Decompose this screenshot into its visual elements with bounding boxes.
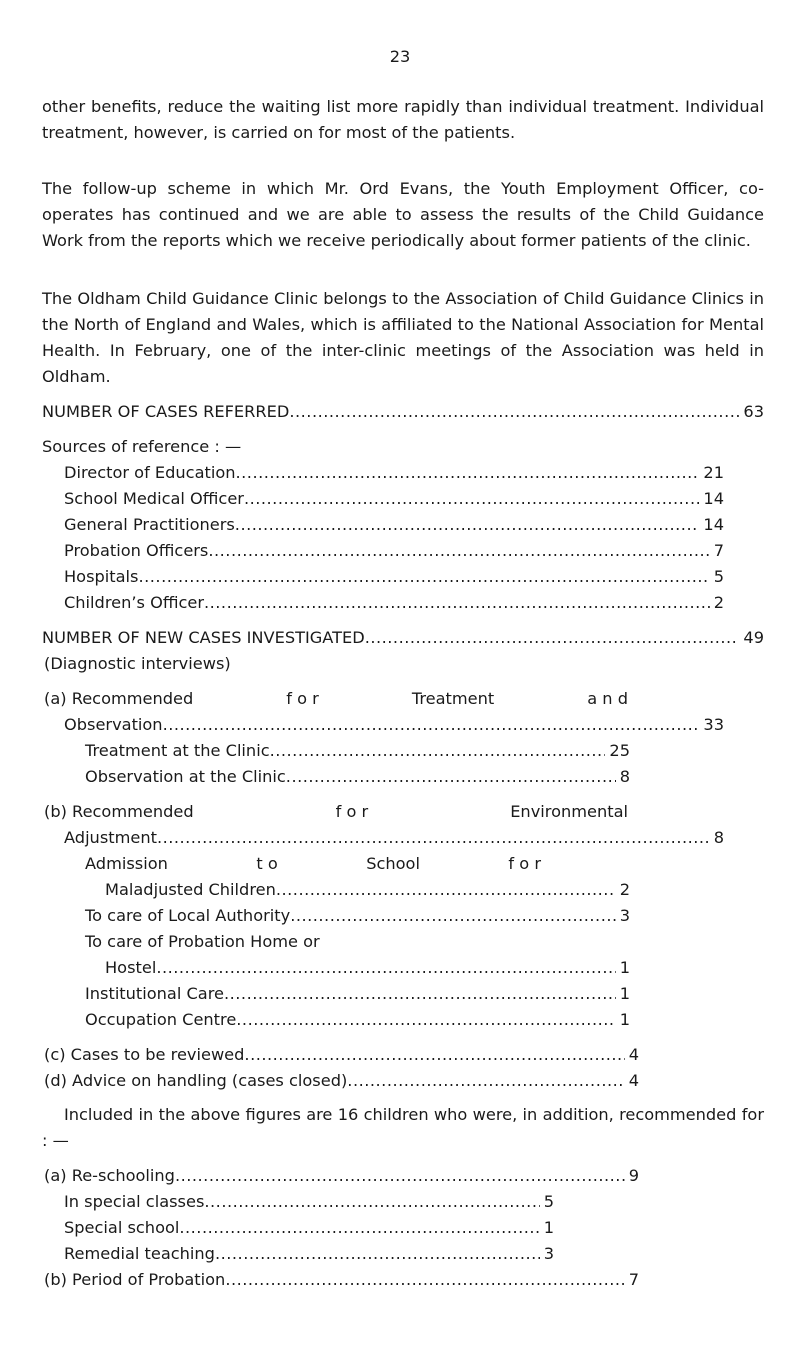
admission-word: f o r (508, 854, 541, 873)
leader-dots (235, 512, 700, 538)
hostel-row (105, 955, 630, 981)
institutional-label: Institutional Care (85, 984, 224, 1003)
observation-label: Observation (64, 715, 163, 734)
leader-dots (236, 1007, 615, 1033)
new-cases-value: 49 (743, 628, 764, 647)
section-b-word: (b) Recommended (44, 802, 194, 821)
source-value: 5 (713, 567, 724, 586)
diagnostic-interviews-note: (Diagnostic interviews) (44, 654, 231, 673)
adjustment-label: Adjustment (64, 828, 157, 847)
source-row (64, 460, 724, 486)
page-number: 23 (389, 47, 411, 66)
special-school-label: Special school (64, 1218, 180, 1237)
leader-dots (365, 625, 740, 651)
leader-dots (138, 564, 709, 590)
special-classes-value: 5 (543, 1192, 554, 1211)
section-d-label: (d) Advice on handling (cases closed) (44, 1071, 348, 1090)
leader-dots (204, 590, 710, 616)
remedial-teaching-label: Remedial teaching (64, 1244, 215, 1263)
source-row (64, 512, 724, 538)
leader-dots (156, 955, 615, 981)
special-school-row (64, 1215, 554, 1241)
treatment-clinic-row (85, 738, 630, 764)
sources-heading: Sources of reference : — (42, 437, 242, 456)
admission-word: t o (256, 854, 278, 873)
admission-heading (85, 851, 541, 877)
source-value: 14 (703, 489, 724, 508)
source-label: Probation Officers (64, 541, 209, 560)
leader-dots (225, 1267, 624, 1293)
section-b-heading (44, 799, 628, 825)
special-school-value: 1 (543, 1218, 554, 1237)
section-a-heading (44, 686, 628, 712)
institutional-row (85, 981, 630, 1007)
section-b-word: Environmental (510, 802, 628, 821)
source-label: School Medical Officer (64, 489, 244, 508)
section-a-word: f o r (286, 689, 319, 708)
leader-dots (244, 486, 699, 512)
observation-row (64, 712, 724, 738)
occupation-row (85, 1007, 630, 1033)
hostel-value: 1 (619, 958, 630, 977)
local-authority-value: 3 (619, 906, 630, 925)
source-row (64, 538, 724, 564)
section-a-word: a n d (587, 689, 628, 708)
reschooling-row (44, 1163, 639, 1189)
section-a-word: (a) Recommended (44, 689, 194, 708)
new-cases-row (42, 625, 764, 651)
observation-value: 33 (703, 715, 724, 734)
source-label: General Practitioners (64, 515, 235, 534)
treatment-clinic-value: 25 (609, 741, 630, 760)
maladjusted-row (105, 877, 630, 903)
maladjusted-label: Maladjusted Children (105, 880, 276, 899)
source-label: Children’s Officer (64, 593, 204, 612)
leader-dots (236, 460, 700, 486)
source-value: 7 (713, 541, 724, 560)
cases-referred-label: NUMBER OF CASES REFERRED (42, 402, 290, 421)
probation-period-row (44, 1267, 639, 1293)
observation-clinic-label: Observation at the Clinic (85, 767, 286, 786)
paragraph-included: Included in the above figures are 16 children who were, in addition, recommended for : — (42, 1105, 764, 1150)
probation-period-value: 7 (628, 1270, 639, 1289)
adjustment-row (64, 825, 724, 851)
leader-dots (204, 1189, 539, 1215)
source-label: Director of Education (64, 463, 236, 482)
leader-dots (215, 1241, 540, 1267)
treatment-clinic-label: Treatment at the Clinic (85, 741, 270, 760)
leader-dots (347, 1068, 624, 1094)
leader-dots (286, 764, 616, 790)
special-classes-label: In special classes (64, 1192, 205, 1211)
local-authority-row (85, 903, 630, 929)
probation-home-line: To care of Probation Home or (85, 932, 320, 951)
source-value: 21 (703, 463, 724, 482)
leader-dots (224, 981, 616, 1007)
admission-word: Admission (85, 854, 168, 873)
paragraph-follow-up-scheme: The follow-up scheme in which Mr. Ord Evans, the Youth Employment Officer, co-operates has continued and we are able to assess the results of the Child Guidance Work from the reports which we receive periodically about former patients of the clinic. (42, 179, 764, 250)
special-classes-row (64, 1189, 554, 1215)
section-c-value: 4 (628, 1045, 639, 1064)
section-d-value: 4 (628, 1071, 639, 1090)
institutional-value: 1 (619, 984, 630, 1003)
source-value: 2 (713, 593, 724, 612)
source-label: Hospitals (64, 567, 139, 586)
remedial-teaching-value: 3 (543, 1244, 554, 1263)
cases-referred-row (42, 399, 764, 425)
remedial-teaching-row (64, 1241, 554, 1267)
leader-dots (270, 738, 606, 764)
admission-word: School (366, 854, 420, 873)
maladjusted-value: 2 (619, 880, 630, 899)
hostel-label: Hostel (105, 958, 157, 977)
leader-dots (276, 877, 616, 903)
source-value: 14 (703, 515, 724, 534)
paragraph-waiting-list: other benefits, reduce the waiting list more rapidly than individual treatment. Individual treatment, however, is carried on for most of the patients. (42, 97, 764, 142)
cases-referred-value: 63 (743, 402, 764, 421)
source-row (64, 590, 724, 616)
leader-dots (289, 399, 739, 425)
leader-dots (208, 538, 709, 564)
local-authority-label: To care of Local Authority (85, 906, 291, 925)
reschooling-label: (a) Re-schooling (44, 1166, 175, 1185)
section-c-row (44, 1042, 639, 1068)
leader-dots (179, 1215, 539, 1241)
occupation-label: Occupation Centre (85, 1010, 237, 1029)
new-cases-label: NUMBER OF NEW CASES INVESTIGATED (42, 628, 365, 647)
probation-period-label: (b) Period of Probation (44, 1270, 226, 1289)
section-a-word: Treatment (411, 689, 495, 708)
observation-clinic-value: 8 (619, 767, 630, 786)
section-c-label: (c) Cases to be reviewed (44, 1045, 245, 1064)
leader-dots (244, 1042, 624, 1068)
occupation-value: 1 (619, 1010, 630, 1029)
leader-dots (163, 712, 700, 738)
reschooling-value: 9 (628, 1166, 639, 1185)
leader-dots (157, 825, 710, 851)
source-row (64, 486, 724, 512)
section-b-word: f o r (335, 802, 369, 821)
section-d-row (44, 1068, 639, 1094)
adjustment-value: 8 (713, 828, 724, 847)
leader-dots (290, 903, 616, 929)
leader-dots (175, 1163, 625, 1189)
source-row (64, 564, 724, 590)
paragraph-association: The Oldham Child Guidance Clinic belongs to the Association of Child Guidance Clinics in the North of England and Wales, which is affiliated to the National Association for Mental Health. In February, one of the inter-clinic meetings of the Association was held in Oldham. (42, 289, 764, 386)
observation-clinic-row (85, 764, 630, 790)
